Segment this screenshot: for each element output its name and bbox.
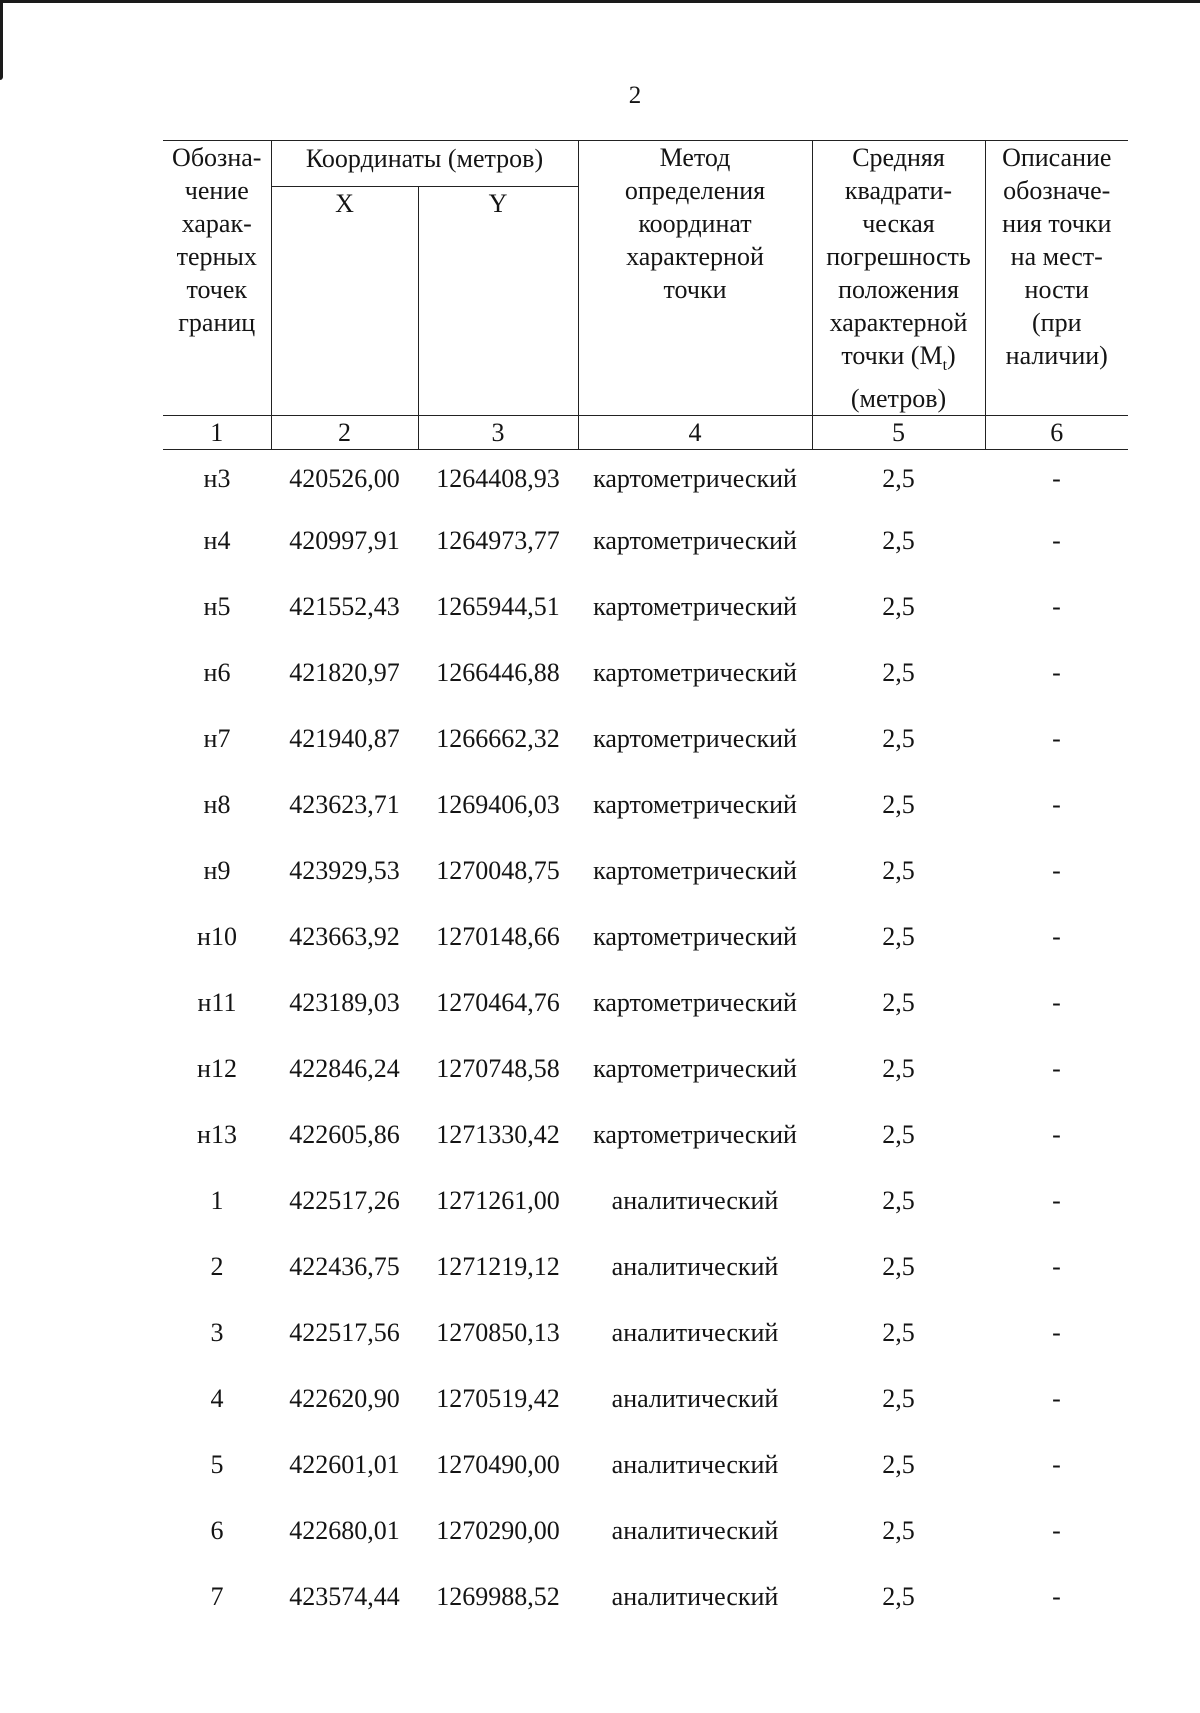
cell-method: картометрический — [593, 464, 797, 494]
cell-method: картометрический — [593, 724, 797, 754]
table-row — [163, 508, 1128, 574]
cell-method: аналитический — [611, 1516, 779, 1546]
cell-point: н13 — [197, 1120, 237, 1150]
cell-point: н9 — [203, 856, 231, 886]
cell-point: 3 — [210, 1318, 224, 1348]
cell-method: аналитический — [611, 1384, 779, 1414]
cell-description: - — [1052, 1450, 1061, 1480]
cell-description: - — [1052, 1054, 1061, 1084]
table-row — [163, 904, 1128, 970]
cell-x: 423929,53 — [289, 856, 400, 886]
table-row — [163, 640, 1128, 706]
cell-y: 1270748,58 — [436, 1054, 560, 1084]
cell-error: 2,5 — [882, 1054, 915, 1084]
column-number: 4 — [578, 416, 812, 450]
table-row — [163, 838, 1128, 904]
cell-y: 1269406,03 — [436, 790, 560, 820]
cell-error: 2,5 — [882, 790, 915, 820]
cell-description: - — [1052, 1252, 1061, 1282]
table-row — [163, 574, 1128, 640]
cell-method: картометрический — [593, 592, 797, 622]
table-row — [163, 706, 1128, 772]
cell-error: 2,5 — [882, 526, 915, 556]
cell-method: картометрический — [593, 1120, 797, 1150]
cell-x: 422517,26 — [289, 1186, 400, 1216]
cell-error: 2,5 — [882, 1318, 915, 1348]
table-row — [163, 970, 1128, 1036]
header-x: X — [271, 187, 418, 416]
column-number: 1 — [163, 416, 271, 450]
scan-edge-left — [0, 0, 3, 80]
cell-y: 1269988,52 — [436, 1582, 560, 1612]
table-row — [163, 450, 1128, 509]
cell-x: 422436,75 — [289, 1252, 400, 1282]
header-row — [163, 141, 1128, 187]
cell-point: 7 — [210, 1582, 224, 1612]
cell-x: 423189,03 — [289, 988, 400, 1018]
cell-error: 2,5 — [882, 724, 915, 754]
cell-point: н4 — [203, 526, 231, 556]
cell-point: н7 — [203, 724, 231, 754]
cell-point: н12 — [197, 1054, 237, 1084]
cell-y: 1264408,93 — [436, 464, 560, 494]
cell-y: 1270464,76 — [436, 988, 560, 1018]
cell-y: 1270290,00 — [436, 1516, 560, 1546]
cell-x: 420526,00 — [289, 464, 400, 494]
table-row — [163, 1234, 1128, 1300]
cell-description: - — [1052, 1318, 1061, 1348]
header-error — [812, 141, 985, 416]
cell-point: 2 — [210, 1252, 224, 1282]
cell-method: картометрический — [593, 856, 797, 886]
cell-description: - — [1052, 464, 1061, 494]
cell-method: картометрический — [593, 526, 797, 556]
table-row — [163, 1564, 1128, 1630]
cell-description: - — [1052, 724, 1061, 754]
cell-method: картометрический — [593, 1054, 797, 1084]
cell-method: картометрический — [593, 922, 797, 952]
header-designation: Обозна- чение харак- терных точек границ — [163, 141, 271, 416]
page-number: 2 — [628, 82, 642, 109]
cell-point: 6 — [210, 1516, 224, 1546]
cell-point: н8 — [203, 790, 231, 820]
cell-x: 423663,92 — [289, 922, 400, 952]
cell-method: аналитический — [611, 1450, 779, 1480]
cell-error: 2,5 — [882, 1450, 915, 1480]
column-number-row — [163, 416, 1128, 450]
cell-description: - — [1052, 790, 1061, 820]
header-error-text: Средняя квадрати- ческая погрешность положения характерной точки (M — [826, 143, 971, 370]
table-row — [163, 1498, 1128, 1564]
cell-point: 5 — [210, 1450, 224, 1480]
cell-point: 4 — [210, 1384, 224, 1414]
cell-description: - — [1052, 1384, 1061, 1414]
cell-error: 2,5 — [882, 1384, 915, 1414]
cell-x: 423574,44 — [289, 1582, 400, 1612]
cell-y: 1271219,12 — [436, 1252, 560, 1282]
cell-method: аналитический — [611, 1582, 779, 1612]
cell-x: 422620,90 — [289, 1384, 400, 1414]
cell-description: - — [1052, 1120, 1061, 1150]
cell-error: 2,5 — [882, 464, 915, 494]
table-row — [163, 1168, 1128, 1234]
header-method: Метод определения координат характерной точки — [578, 141, 812, 416]
cell-x: 421940,87 — [289, 724, 400, 754]
cell-y: 1270148,66 — [436, 922, 560, 952]
cell-description: - — [1052, 1186, 1061, 1216]
cell-description: - — [1052, 592, 1061, 622]
cell-point: н10 — [197, 922, 237, 952]
cell-error: 2,5 — [882, 1120, 915, 1150]
cell-description: - — [1052, 922, 1061, 952]
cell-y: 1265944,51 — [436, 592, 560, 622]
cell-x: 422517,56 — [289, 1318, 400, 1348]
cell-method: аналитический — [611, 1186, 779, 1216]
header-coordinates: Координаты (метров) — [271, 141, 578, 187]
cell-x: 422605,86 — [289, 1120, 400, 1150]
cell-x: 422601,01 — [289, 1450, 400, 1480]
cell-description: - — [1052, 1582, 1061, 1612]
header-error-unit: ) (метров) — [850, 341, 956, 414]
cell-point: н5 — [203, 592, 231, 622]
cell-error: 2,5 — [882, 988, 915, 1018]
cell-description: - — [1052, 988, 1061, 1018]
cell-point: н11 — [197, 988, 237, 1018]
column-number: 6 — [985, 416, 1128, 450]
cell-error: 2,5 — [882, 1582, 915, 1612]
cell-error: 2,5 — [882, 1252, 915, 1282]
table-row — [163, 772, 1128, 838]
cell-point: н6 — [203, 658, 231, 688]
cell-y: 1266446,88 — [436, 658, 560, 688]
cell-error: 2,5 — [882, 658, 915, 688]
coordinates-table — [163, 140, 1128, 1630]
column-number: 3 — [418, 416, 578, 450]
cell-error: 2,5 — [882, 1186, 915, 1216]
cell-y: 1270490,00 — [436, 1450, 560, 1480]
cell-point: н3 — [203, 464, 231, 494]
cell-point: 1 — [210, 1186, 224, 1216]
header-error-subscript: t — [942, 357, 948, 375]
cell-error: 2,5 — [882, 922, 915, 952]
cell-y: 1270850,13 — [436, 1318, 560, 1348]
table-row — [163, 1432, 1128, 1498]
table-row — [163, 1036, 1128, 1102]
cell-y: 1270519,42 — [436, 1384, 560, 1414]
cell-description: - — [1052, 856, 1061, 886]
cell-method: аналитический — [611, 1318, 779, 1348]
cell-description: - — [1052, 526, 1061, 556]
cell-y: 1270048,75 — [436, 856, 560, 886]
header-y: Y — [418, 187, 578, 416]
cell-error: 2,5 — [882, 592, 915, 622]
cell-error: 2,5 — [882, 856, 915, 886]
cell-x: 422846,24 — [289, 1054, 400, 1084]
cell-method: картометрический — [593, 658, 797, 688]
cell-x: 420997,91 — [289, 526, 400, 556]
cell-y: 1271261,00 — [436, 1186, 560, 1216]
scan-edge-top — [0, 0, 1200, 3]
cell-y: 1266662,32 — [436, 724, 560, 754]
table-body — [163, 450, 1128, 1631]
table-row — [163, 1300, 1128, 1366]
table-row — [163, 1366, 1128, 1432]
header-description: Описание обозначе- ния точки на мест- ности (при наличии) — [985, 141, 1128, 416]
cell-y: 1271330,42 — [436, 1120, 560, 1150]
cell-description: - — [1052, 1516, 1061, 1546]
column-number: 5 — [812, 416, 985, 450]
cell-x: 421820,97 — [289, 658, 400, 688]
column-number: 2 — [271, 416, 418, 450]
cell-method: картометрический — [593, 988, 797, 1018]
cell-error: 2,5 — [882, 1516, 915, 1546]
table-row — [163, 1102, 1128, 1168]
cell-x: 421552,43 — [289, 592, 400, 622]
cell-x: 423623,71 — [289, 790, 400, 820]
cell-x: 422680,01 — [289, 1516, 400, 1546]
cell-method: картометрический — [593, 790, 797, 820]
cell-description: - — [1052, 658, 1061, 688]
cell-method: аналитический — [611, 1252, 779, 1282]
cell-y: 1264973,77 — [436, 526, 560, 556]
